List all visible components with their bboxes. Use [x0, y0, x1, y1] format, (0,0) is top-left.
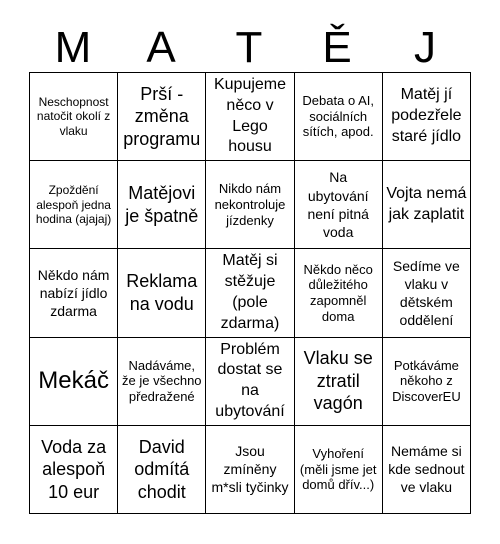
bingo-cell[interactable]: Nadáváme, že je všechno předražené	[118, 338, 206, 426]
bingo-cell[interactable]: Vojta nemá jak zaplatit	[383, 161, 471, 249]
header-letter-e-caron: Ě	[322, 23, 352, 72]
bingo-cell[interactable]: Někdo něco důležitého zapomněl doma	[295, 249, 383, 337]
bingo-cell[interactable]: Voda za alespoň 10 eur	[30, 426, 118, 514]
bingo-grid	[29, 72, 471, 514]
bingo-cell[interactable]: Mekáč	[30, 338, 118, 426]
bingo-cell[interactable]: Nemáme si kde sednout ve vlaku	[383, 426, 471, 514]
bingo-cell[interactable]: Neschopnost natočit okolí z vlaku	[30, 73, 118, 161]
bingo-cell[interactable]: Jsou zmíněny m*sli tyčinky	[206, 426, 294, 514]
header-letter-m: M	[54, 23, 92, 72]
bingo-cell[interactable]: Nikdo nám nekontroluje jízdenky	[206, 161, 294, 249]
bingo-cell[interactable]: Reklama na vodu	[118, 249, 206, 337]
bingo-cell[interactable]: Matěj jí podezřele staré jídlo	[383, 73, 471, 161]
bingo-cell[interactable]: Na ubytování není pitná voda	[295, 161, 383, 249]
bingo-cell[interactable]: Prší - změna programu	[118, 73, 206, 161]
bingo-cell[interactable]: Někdo nám nabízí jídlo zdarma	[30, 249, 118, 337]
header-letter-t: T	[235, 23, 263, 72]
bingo-cell[interactable]: Kupujeme něco v Lego housu	[206, 73, 294, 161]
bingo-cell[interactable]: Vlaku se ztratil vagón	[295, 338, 383, 426]
bingo-cell[interactable]: Vyhoření (měli jsme jet domů dřív...)	[295, 426, 383, 514]
bingo-cell[interactable]: Zpoždění alespoň jedna hodina (ajajaj)	[30, 161, 118, 249]
bingo-cell[interactable]: Matějovi je špatně	[118, 161, 206, 249]
bingo-cell[interactable]: Matěj si stěžuje (pole zdarma)	[206, 249, 294, 337]
bingo-cell[interactable]: Sedíme ve vlaku v dětském oddělení	[383, 249, 471, 337]
header-letter-j: J	[414, 23, 436, 72]
bingo-cell[interactable]: Debata o AI, sociálních sítích, apod.	[295, 73, 383, 161]
bingo-cell[interactable]: Problém dostat se na ubytování	[206, 338, 294, 426]
bingo-cell[interactable]: David odmítá chodit	[118, 426, 206, 514]
bingo-cell[interactable]: Potkáváme někoho z DiscoverEU	[383, 338, 471, 426]
header-letter-a: A	[146, 23, 176, 72]
bingo-header	[29, 22, 471, 74]
